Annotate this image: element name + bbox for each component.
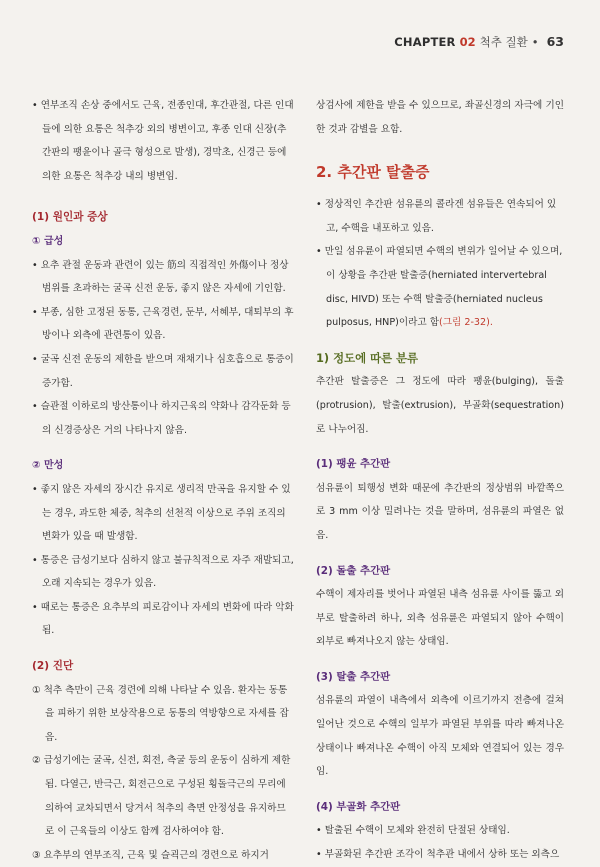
chapter-title: 척추 질환 <box>479 35 528 49</box>
page-number: 63 <box>546 34 564 49</box>
figure-reference: (그림 2-32). <box>439 317 493 329</box>
acute-item: • 굴곡 신전 운동의 제한을 받으며 재채기나 심호흡으로 통증이 증가함. <box>32 353 294 389</box>
section-title-causes: (1) 원인과 증상 <box>32 211 108 224</box>
bulging-title: (1) 팽윤 추간판 <box>316 458 391 471</box>
subsection-title-classification: 1) 정도에 따른 분류 <box>316 350 419 365</box>
section-heading-disc-herniation: 2. 추간판 탈출증 <box>316 163 430 182</box>
extrusion-text: 섬유륜의 파열이 내측에서 외측에 이르기까지 전층에 걸쳐 일어난 것으로 수핵의 일부가 파열된 부위를 따라 빠져나온 상태이나 빠져나온 수핵이 아직 모체와 연결되어 있는 경우임. <box>316 695 564 778</box>
extrusion-title: (3) 탈출 추간판 <box>316 670 391 683</box>
bulging-text: 섬유륜이 퇴행성 변화 때문에 추간판의 정상범위 바깥쪽으로 3 mm 이상 밀려나는 것을 말하며, 섬유륜의 파열은 없음. <box>316 482 564 541</box>
section-title-diagnosis: (2) 진단 <box>32 660 74 673</box>
sequestration-item: • 부골화된 추간판 조각이 척추관 내에서 상하 또는 외측으 <box>316 849 560 861</box>
acute-item: • 슬관절 이하로의 방산통이나 하지근육의 약화나 감각둔화 등의 신경증상은 거의 나타나지 않음. <box>32 401 291 436</box>
acute-item: • 요추 관절 운동과 관련이 있는 筋의 직접적인 外傷이나 정상범위를 초과하는 굴곡 신전 운동, 좋지 않은 자세에 기인함. <box>32 259 289 295</box>
diagnosis-item: ② 급성기에는 굴곡, 신전, 회전, 측굴 등의 운동이 심하게 제한됨. 다열근, 반극근, 회전근으로 구성된 횡돌극근의 무리에 의하여 교차되면서 당겨서 척추의 측면 안정성을 유지하므로 이 근육들의 이상도 함께 검사하여야 함. <box>32 755 291 838</box>
header-separator: • <box>531 35 539 49</box>
acute-title: ① 급성 <box>32 235 64 247</box>
left-column <box>32 94 294 867</box>
intro-bullet: • 연부조직 손상 중에서도 근육, 전종인대, 후간관절, 다른 인대들에 의한 요통은 척추강 외의 병변이고, 후종 인대 신장(추간판의 팽윤이나 골극 형성으로 발생), 경막초, 신경근 등에 의한 요통은 척추강 내의 병변임. <box>32 100 294 182</box>
protrusion-text: 수핵이 제자리를 벗어나 파열된 내측 섬유륜 사이를 뚫고 외부로 탈출하려 하나, 외측 섬유륜은 파열되지 않아 수핵이 외부로 빠져나오지 않는 상태임. <box>316 589 564 648</box>
acute-item: • 부종, 심한 고정된 동통, 근육경련, 둔부, 서혜부, 대퇴부의 후방이나 외측에 관련통이 있음. <box>32 306 294 342</box>
chapter-label: CHAPTER <box>394 35 456 49</box>
chronic-item: • 때로는 통증은 요추부의 피로감이나 자세의 변화에 따라 악화됨. <box>32 601 294 637</box>
continued-text: 상검사에 제한을 받을 수 있으므로, 좌골신경의 자극에 기인한 것과 감별을 요함. <box>316 100 564 135</box>
diagnosis-item: ① 척추 측만이 근육 경련에 의해 나타날 수 있음. 환자는 동통을 피하기 위한 보상작용으로 동통의 역방향으로 자세를 잡음. <box>32 684 289 743</box>
classification-text: 추간판 탈출증은 그 정도에 따라 팽윤(bulging), 돌출(protrusion), 탈출(extrusion), 부골화(sequestration)로 나누어짐. <box>316 376 564 435</box>
diagnosis-item: ③ 요추부의 연부조직, 근육 및 슬괵근의 경련으로 하지거 <box>32 849 269 861</box>
chronic-item: • 통증은 급성기보다 심하지 않고 불규칙적으로 자주 재발되고, 오래 지속되는 경우가 있음. <box>32 554 294 590</box>
disc-item: • 정상적인 추간판 섬유륜의 콜라겐 섬유들은 연속되어 있고, 수핵을 내포하고 있음. <box>316 199 557 234</box>
chronic-item: • 좋지 않은 자세의 장시간 유지로 생리적 만곡을 유지할 수 있는 경우, 과도한 체중, 척추의 선천적 이상으로 주위 조직의 변화가 있을 때 발생함. <box>32 483 291 543</box>
sequestration-title: (4) 부골화 추간판 <box>316 800 401 813</box>
chronic-title: ② 만성 <box>32 460 64 472</box>
running-header <box>394 34 564 50</box>
protrusion-title: (2) 돌출 추간판 <box>316 564 391 577</box>
right-column <box>316 94 564 867</box>
chapter-number: 02 <box>459 35 476 49</box>
disc-item: • 만일 섬유륜이 파열되면 수핵의 변위가 일어날 수 있으며, 이 상황을 추간판 탈출증(herniated intervertebral disc, HIVD) 또는 수핵 탈출증(herniated nucleus pulposus, HNP)이라고 함(그림 2-32). <box>316 246 563 329</box>
sequestration-item: • 탈출된 수핵이 모체와 완전히 단절된 상태임. <box>316 825 510 837</box>
